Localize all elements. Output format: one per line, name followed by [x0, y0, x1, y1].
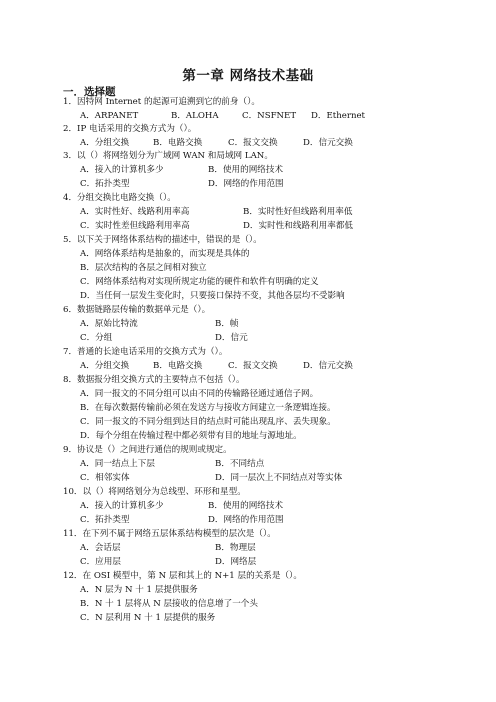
option-9c: C．相邻实体: [80, 473, 130, 483]
option-3d: D．网络的作用范围: [208, 179, 284, 189]
question-6: 6．数据链路层传输的数据单元是（）。: [63, 305, 211, 315]
option-12c: C．N 层利用 N 十 1 层提供的服务: [80, 613, 216, 623]
option-5d: D．当任何一层发生变化时，只要接口保持不变，其他各层均不受影响: [80, 291, 345, 301]
option-11a: A．会话层: [80, 543, 121, 553]
question-12: 12．在 OSI 模型中，第 N 层和其上的 N+1 层的关系是（）。: [63, 571, 302, 581]
option-8d: D．每个分组在传输过程中都必须带有目的地址与源地址。: [80, 431, 302, 441]
option-7b: B．电路交换: [153, 361, 203, 371]
option-11c: C．应用层: [80, 557, 121, 567]
option-9d: D．同一层次上不同结点对等实体: [215, 473, 343, 483]
option-11d: D．网络层: [215, 557, 257, 567]
option-7d: D．信元交换: [303, 361, 353, 371]
option-10c: C．拓扑类型: [80, 515, 130, 525]
option-4a: A．实时性好、线路利用率高: [80, 207, 190, 217]
option-2c: C．报文交换: [228, 138, 278, 148]
option-8c: C．同一报文的不同分组到达目的结点时可能出现乱序、丢失现象。: [80, 417, 336, 427]
option-3b: B．使用的网络技术: [208, 165, 284, 175]
option-6d: D．信元: [215, 333, 248, 343]
option-7a: A．分组交换: [80, 361, 130, 371]
option-2a: A．分组交换: [80, 138, 130, 148]
option-11b: B．物理层: [215, 543, 256, 553]
option-4b: B．实时性好但线路利用率低: [243, 207, 353, 217]
question-11: 11．在下列不属于网络五层体系结构模型的层次是（）。: [63, 529, 276, 539]
option-2b: B．电路交换: [153, 138, 203, 148]
option-12b: B．N 十 1 层将从 N 层接收的信息增了一个头: [80, 599, 258, 609]
option-4c: C．实时性差但线路利用率高: [80, 221, 190, 231]
option-5b: B．层次结构的各层之间相对独立: [80, 263, 207, 273]
option-6b: B．帧: [215, 319, 239, 329]
chapter-title: 第一章 网络技术基础: [182, 68, 314, 84]
option-10b: B．使用的网络技术: [208, 501, 284, 511]
question-2: 2．IP 电话采用的交换方式为（）。: [63, 124, 197, 134]
question-7: 7．普通的长途电话采用的交换方式为（）。: [63, 347, 228, 357]
option-7c: C．报文交换: [228, 361, 278, 371]
question-1: 1．因特网 Internet 的起源可追溯到它的前身（）。: [63, 97, 260, 107]
option-3a: A．接入的计算机多少: [80, 165, 164, 175]
option-9a: A．同一结点上下层: [80, 459, 155, 469]
option-10d: D．网络的作用范围: [208, 515, 284, 525]
option-5c: C．网络体系结构对实现所规定功能的硬件和软件有明确的定义: [80, 277, 319, 287]
option-4d: D．实时性和线路利用率都低: [243, 221, 354, 231]
option-3c: C．拓扑类型: [80, 179, 130, 189]
question-8: 8．数据报分组交换方式的主要特点不包括（）。: [63, 375, 245, 385]
option-9b: B．不同结点: [215, 459, 265, 469]
option-10a: A．接入的计算机多少: [80, 501, 164, 511]
option-12a: A．N 层为 N 十 1 层提供服务: [80, 585, 198, 595]
option-1a: A．ARPANET: [80, 111, 139, 121]
option-1c: C．NSFNET: [242, 111, 297, 121]
question-3: 3．以（）将网络划分为广域网 WAN 和局域网 LAN。: [63, 151, 273, 161]
question-9: 9．协议是（）之间进行通信的规则或规定。: [63, 445, 232, 455]
option-1d: D．Ethernet: [311, 111, 366, 121]
section-heading: 一．选择题: [63, 86, 116, 98]
option-5a: A．网络体系结构是抽象的，而实现是具体的: [80, 249, 250, 259]
option-8a: A．同一报文的不同分组可以由不同的传输路径通过通信子网。: [80, 389, 319, 399]
option-1b: B．ALOHA: [171, 111, 219, 121]
question-4: 4．分组交换比电路交换（）。: [63, 193, 176, 203]
question-10: 10．以（）将网络划分为总线型、环形和星型。: [63, 487, 246, 497]
option-8b: B．在每次数据传输前必须在发送方与接收方间建立一条逻辑连接。: [80, 403, 336, 413]
option-2d: D．信元交换: [303, 138, 353, 148]
option-6a: A．原始比特流: [80, 319, 138, 329]
question-5: 5．以下关于网络体系结构的描述中，错误的是（）。: [63, 235, 262, 245]
option-6c: C．分组: [80, 333, 113, 343]
